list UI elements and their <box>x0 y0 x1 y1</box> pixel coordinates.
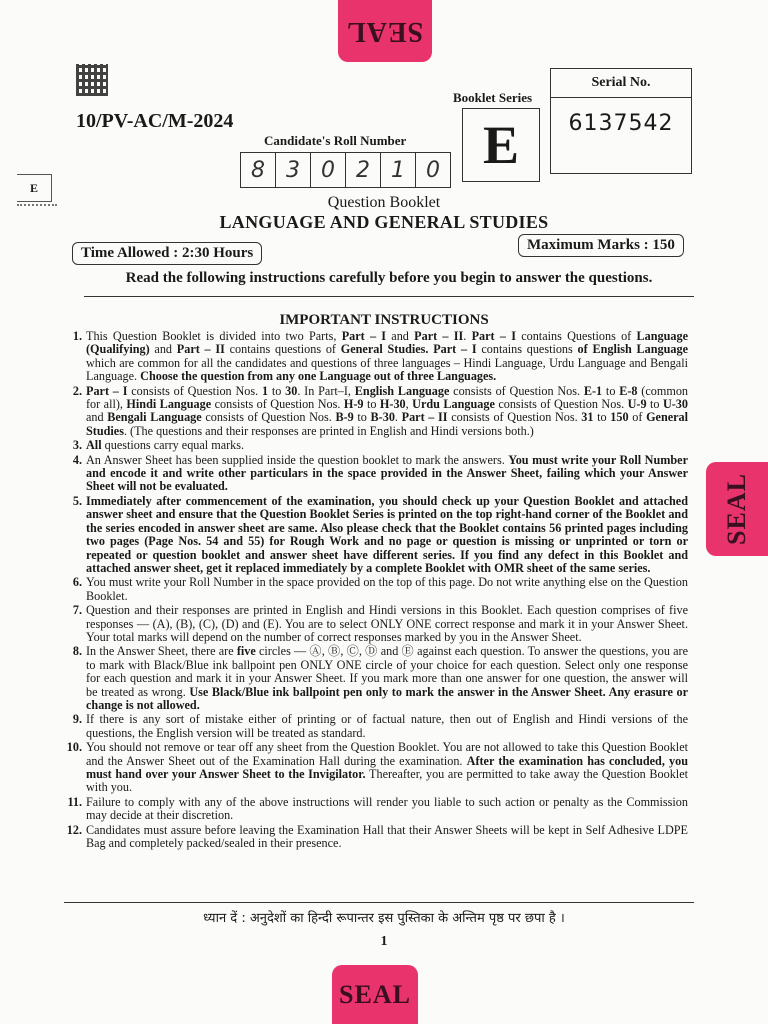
instruction-text: 30 <box>285 383 298 398</box>
instruction-item <box>72 329 688 384</box>
instruction-number: 9. <box>72 712 82 727</box>
instruction-text: This Question Booklet is divided into two Parts, <box>86 329 342 343</box>
instruction-text: E-1 <box>583 383 603 398</box>
instruction-item <box>67 794 688 823</box>
instruction-item <box>66 740 688 795</box>
instruction-number: 11. <box>67 794 82 809</box>
instruction-text: Question and their responses are printed in English and Hindi versions in this Booklet. Each question comprises of five responses — (A), (B), (C), (D) and (E). You are to select ONLY ONE correct response and mark it in your Answer Sheet. Your total marks will depend on the number of correct responses marked by you in the Answer Sheet. <box>86 603 688 644</box>
instruction-text: (common for all), <box>86 383 689 412</box>
booklet-series-box: E <box>462 108 540 182</box>
instruction-number: 10. <box>66 740 82 755</box>
instruction-text: Part – II <box>176 342 225 357</box>
roll-digit: 0 <box>311 153 346 187</box>
instruction-text: contains questions <box>476 342 578 357</box>
instruction-text: consists of Question Nos. <box>494 397 628 412</box>
roll-digit: 0 <box>426 157 440 183</box>
instruction-text: B-9 <box>335 410 354 425</box>
instruction-text: to <box>593 410 611 425</box>
seal-top-text: SEAL <box>346 16 424 47</box>
instruction-text: to <box>353 410 371 425</box>
instruction-text: consists of Question Nos. <box>447 410 582 425</box>
instruction-number: 12. <box>66 822 82 837</box>
instruction-text: U-30 <box>662 397 688 412</box>
qr-code-icon <box>76 64 108 96</box>
instruction-text: 1 <box>261 383 269 398</box>
roll-number-boxes <box>240 152 451 188</box>
instruction-item <box>72 438 688 453</box>
instruction-text: Candidates must assure before leaving the Examination Hall that their Answer Sheets will be kept in Self Adhesive LDPE Bag and completely packed/sealed in their presence. <box>86 822 688 851</box>
instruction-text: You must write your Roll Number in the space provided on the top of this page. Do not write anything else on the Question Booklet. <box>86 575 688 603</box>
instruction-text: You must write your Roll Number and encode it and write other particulars in the space provided in the Answer Sheet, failing which your Answer Sheet will not be evaluated. <box>86 452 688 494</box>
instruction-number: 6. <box>72 575 82 590</box>
instruction-item <box>66 822 688 851</box>
instruction-text: Hindi Language <box>126 397 212 412</box>
instruction-text: consists of Question Nos. <box>201 410 336 425</box>
seal-bottom <box>332 965 418 1024</box>
instruction-text: . (The questions and their responses are printed in English and Hindi versions both.) <box>123 423 534 438</box>
instruction-text: five <box>236 644 256 659</box>
instruction-item <box>72 575 688 603</box>
instruction-text: Use Black/Blue ink ballpoint pen only to mark the answer in the Answer Sheet. Any erasure or change is not allowed. <box>86 684 688 712</box>
instruction-text: to <box>363 397 380 412</box>
serial-label: Serial No. <box>551 69 691 98</box>
instruction-text: An Answer Sheet has been supplied inside the question booklet to mark the answers. <box>86 452 509 467</box>
instruction-text: and <box>86 410 108 425</box>
seal-bottom-text: SEAL <box>339 979 411 1009</box>
instruction-number: 1. <box>72 329 82 343</box>
instruction-text: . <box>463 329 472 343</box>
instruction-item <box>72 712 688 740</box>
instruction-text: consists of Question Nos. <box>211 397 344 412</box>
instruction-text: contains Questions of <box>515 329 637 343</box>
instruction-text: 31 <box>581 410 594 425</box>
instruction-text: Urdu Language <box>412 397 495 412</box>
instruction-text: Part – I <box>471 329 516 343</box>
instructions-list <box>66 329 689 851</box>
maximum-marks: Maximum Marks : 150 <box>518 234 684 257</box>
instruction-text: After the examination has concluded, you must hand over your Answer Sheet to the Invigilator. <box>86 753 688 781</box>
instruction-text: which are common for all the candidates and questions of three languages – Hindi Language, Urdu Language and Bengali Language. <box>86 355 688 384</box>
instruction-text: H-30 <box>379 397 406 412</box>
instruction-text: Part – II <box>414 329 464 343</box>
instruction-text: of <box>628 410 647 425</box>
instruction-text: to <box>646 397 663 412</box>
instruction-text: and <box>149 342 177 357</box>
instruction-text: E-8 <box>619 383 638 398</box>
page-number: 1 <box>380 934 388 949</box>
roll-digit: 2 <box>346 153 381 187</box>
instruction-text: circles — Ⓐ, Ⓑ, Ⓒ, Ⓓ and Ⓔ against each question. To answer the questions, you are to mark with Black/Blue ink ballpoint pen ONLY ONE circle of your choice for each question. Select only one response for each question and mark it in your Answer Sheet. If you mark more than one answer for one question, the answer will be treated as wrong. <box>86 644 688 699</box>
instruction-text: and <box>386 329 415 343</box>
instruction-number: 8. <box>72 644 82 659</box>
booklet-series-label: Booklet Series <box>453 90 533 105</box>
roll-digit: 8 <box>241 153 276 187</box>
time-allowed: Time Allowed : 2:30 Hours <box>72 242 262 265</box>
instruction-text: 150 <box>610 410 629 425</box>
instruction-text: Thereafter, you are permitted to take away the Question Booklet with you. <box>86 767 688 795</box>
instruction-text: consists of Question Nos. <box>449 383 584 398</box>
read-instructions-heading: Read the following instructions carefully before you begin to answer the questions. <box>125 270 653 286</box>
instruction-text: If there is any sort of mistake either of printing or of factual nature, then out of English and Hindi versions of the questions, the English version will be treated as standard. <box>86 712 688 740</box>
divider <box>84 296 694 297</box>
instruction-text: , <box>405 397 413 412</box>
instruction-number: 2. <box>72 383 82 398</box>
instruction-number: 3. <box>72 438 82 453</box>
instruction-text: General Studies. Part – I <box>340 342 477 357</box>
instruction-text: Bengali Language <box>107 410 202 425</box>
paper-code: 10/PV-AC/M-2024 <box>76 110 234 132</box>
instruction-item <box>72 603 688 644</box>
instruction-text: contains questions of <box>224 342 341 357</box>
roll-number-label: Candidate's Roll Number <box>264 133 407 148</box>
instruction-text: All <box>86 438 102 453</box>
instruction-item <box>72 452 688 494</box>
instruction-item <box>72 383 689 439</box>
instruction-text: to <box>268 383 286 398</box>
serial-number-box <box>550 68 692 174</box>
instruction-text: U-9 <box>627 397 647 412</box>
seal-top <box>338 0 432 62</box>
instruction-item <box>72 493 688 575</box>
instruction-text: to <box>602 383 620 398</box>
instruction-text: . In Part–I, <box>297 383 355 398</box>
instruction-text: questions carry equal marks. <box>101 438 245 453</box>
instruction-item <box>72 644 688 712</box>
instruction-number: 5. <box>72 493 82 508</box>
instruction-text: Language (Qualifying) <box>86 329 688 357</box>
instruction-text: Part – I <box>86 383 128 398</box>
instruction-text: Choose the question from any one Language out of three Languages. <box>140 369 497 384</box>
instruction-text: Part – I <box>341 329 387 343</box>
question-booklet-label: Question Booklet <box>327 194 441 211</box>
divider <box>64 902 694 903</box>
seal-right <box>706 462 768 556</box>
series-tab: E <box>17 174 52 202</box>
instruction-text: consists of Question Nos. <box>127 383 262 398</box>
instruction-text: . <box>394 410 402 425</box>
roll-digit: 1 <box>381 153 416 187</box>
instruction-text: Part – II <box>401 410 448 425</box>
instruction-text: of English Language <box>577 342 688 357</box>
instruction-text: B-30 <box>370 410 395 425</box>
instruction-text: General Studies <box>86 410 689 438</box>
instruction-text: H-9 <box>343 397 364 412</box>
hindi-note: ध्यान दें : अनुदेशों का हिन्दी रूपान्तर इस पुस्तिका के अन्तिम पृष्ठ पर छपा है । <box>203 911 565 926</box>
instruction-number: 7. <box>72 603 82 618</box>
instruction-number: 4. <box>72 452 82 467</box>
instruction-text: Failure to comply with any of the above instructions will render you liable to such action or penalty as the Commission may decide at their discretion. <box>86 794 688 823</box>
subject-title: LANGUAGE AND GENERAL STUDIES <box>219 212 549 232</box>
instruction-text: You should not remove or tear off any sheet from the Question Booklet. You are not allowed to take this Question Booklet and the Answer Sheet out of the Examination Hall during the examination. <box>86 740 688 768</box>
serial-number: 6137542 <box>568 111 674 136</box>
seal-right-text: SEAL <box>722 473 752 545</box>
important-instructions-heading: IMPORTANT INSTRUCTIONS <box>279 312 489 328</box>
instruction-text: English Language <box>354 383 450 398</box>
instruction-text: In the Answer Sheet, there are <box>86 644 237 659</box>
instruction-text: Immediately after commencement of the examination, you should check up your Question Booklet and attached answer sheet and ensure that the Question Booklet Series is printed on the top right-hand corner of the Booklet and the series encoded in answer sheet are same. Also please check that the Booklet contains 56 printed pages including two pages (Page Nos. 54 and 55) for Rough Work and no page or question is missing or unprinted or torn or repeated or question booklet and answer sheet have different series. If you find any defect in this Booklet and attached answer sheet, get it replaced immediately by a complete Booklet with OMR sheet of the same series. <box>86 493 688 575</box>
roll-digit: 3 <box>276 153 311 187</box>
